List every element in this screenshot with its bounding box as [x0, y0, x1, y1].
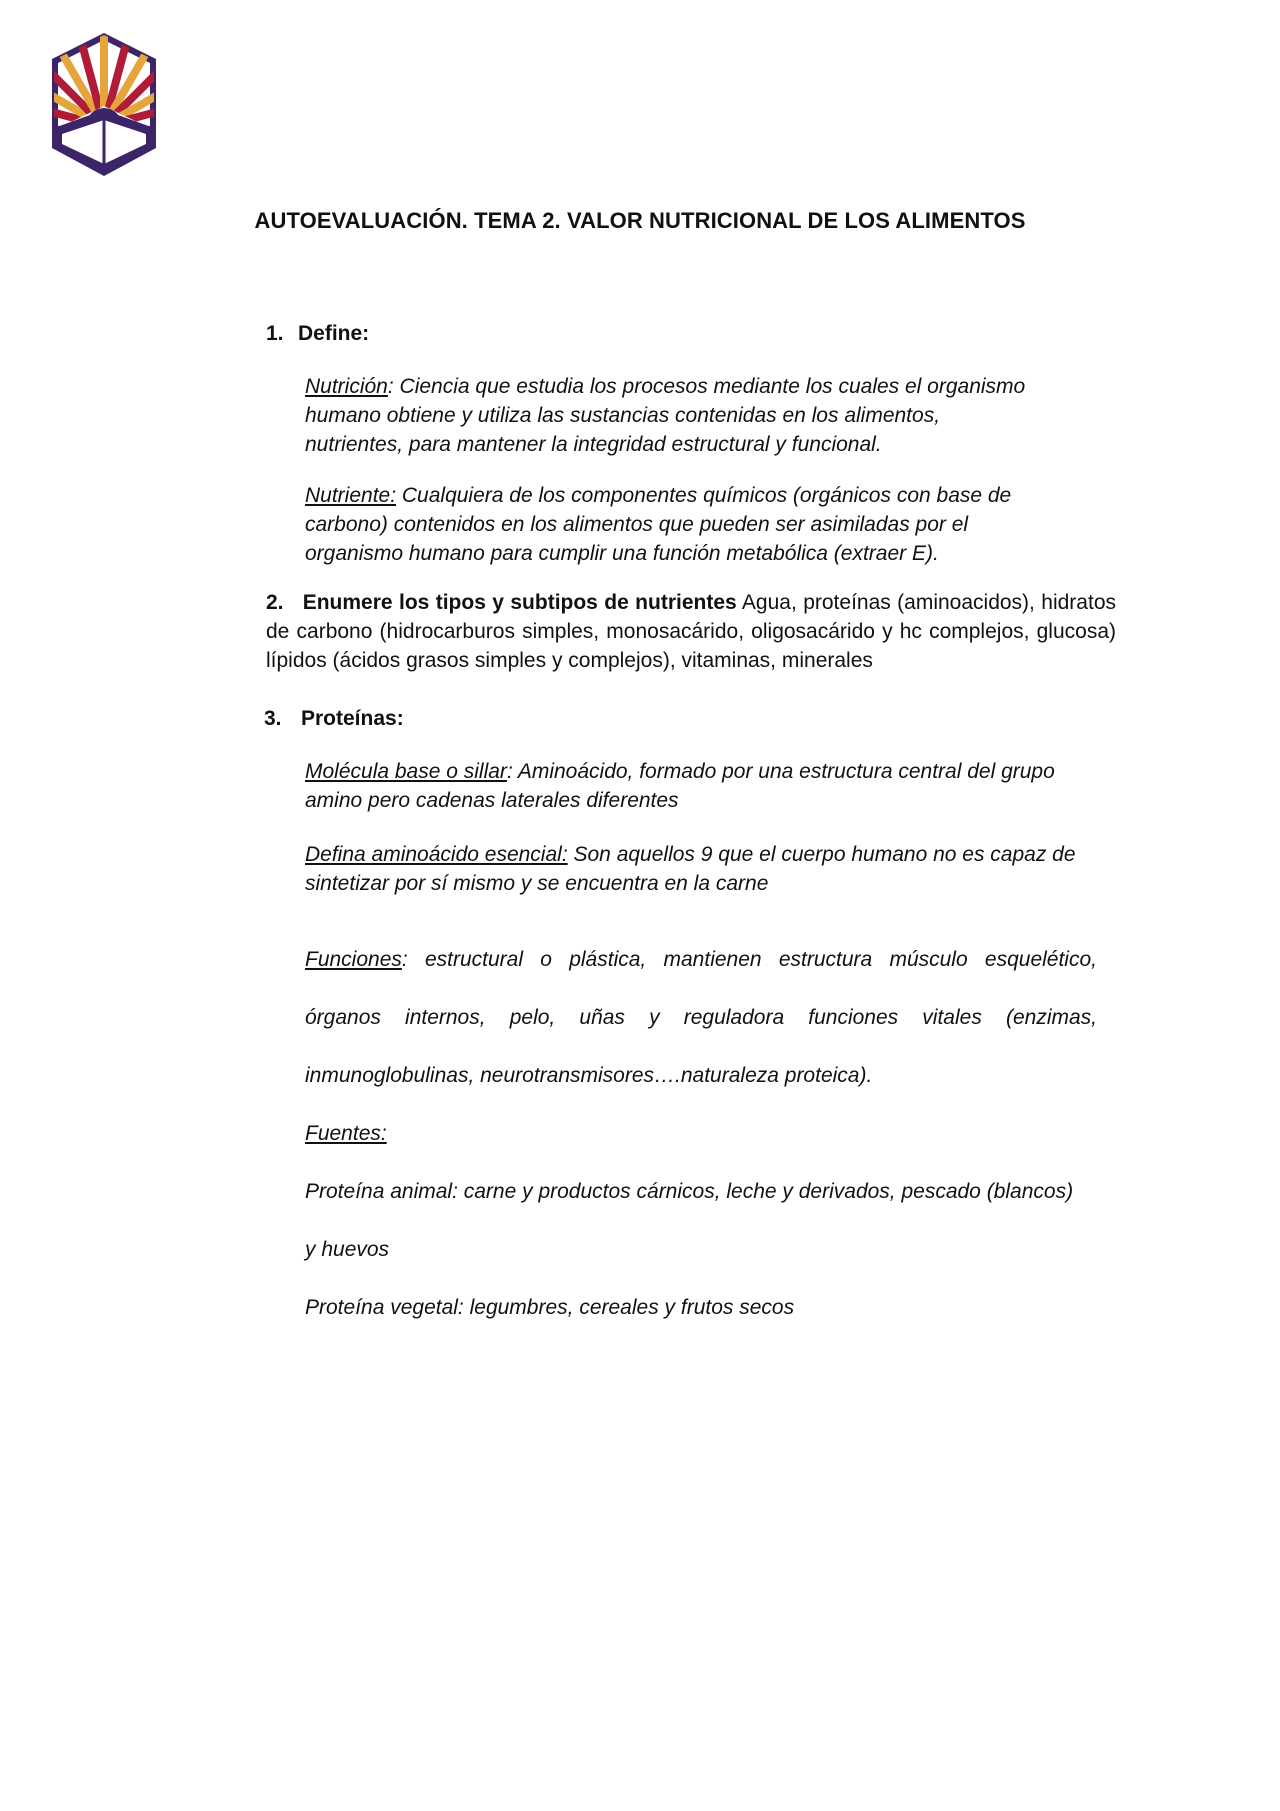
fuentes-vegetal: Proteína vegetal: legumbres, cereales y frutos secos — [305, 1296, 795, 1319]
question-2 — [266, 588, 1116, 675]
question-3-number: 3. — [264, 707, 282, 730]
term-nutricion: Nutrición — [305, 375, 388, 398]
term-molecula: Molécula base o sillar — [305, 760, 507, 783]
question-1-number: 1. — [266, 322, 284, 345]
question-1-label: Define: — [298, 322, 370, 345]
definition-molecula: Molécula base o sillar: Aminoácido, formado por una estructura central del grupo amino pero cadenas laterales diferentes — [305, 760, 1055, 812]
question-1-heading — [266, 322, 369, 346]
definition-nutriente: Nutriente: Cualquiera de los componentes químicos (orgánicos con base de carbono) contenidos en los alimentos que pueden ser asimiladas por el organismo humano para cumplir una función metabólica (extraer E). — [305, 484, 1012, 565]
funciones-line-2: órganos internos, pelo, uñas y reguladora funciones vitales (enzimas, — [305, 1006, 1097, 1029]
fuentes-animal-line-1: Proteína animal: carne y productos cárnicos, leche y derivados, pescado (blancos) — [305, 1180, 1074, 1203]
question-2-number: 2. — [266, 591, 284, 614]
definition-nutricion: Nutrición: Ciencia que estudia los procesos mediante los cuales el organismo humano obtiene y utiliza las sustancias contenidas en los alimentos, nutrientes, para mantener la integridad estructural y funcional. — [305, 375, 1026, 456]
funciones-line-3: inmunoglobulinas, neurotransmisores….naturaleza proteica). — [305, 1064, 873, 1087]
fuentes-animal-line-2: y huevos — [305, 1238, 390, 1261]
fuentes-heading — [305, 1122, 1097, 1146]
term-fuentes: Fuentes: — [305, 1122, 387, 1145]
university-crest-icon — [46, 30, 162, 180]
term-aminoacido-esencial: Defina aminoácido esencial: — [305, 843, 568, 866]
term-nutriente: Nutriente: — [305, 484, 397, 507]
question-2-answer: Agua, proteínas (aminoacidos), hidratos de carbono (hidrocarburos simples, monosacárido, oligosacárido y hc complejos, glucosa) lípidos (ácidos grasos simples y complejos), vitaminas, minerales — [266, 591, 1116, 672]
question-2-label: Enumere los tipos y subtipos de nutrientes — [302, 591, 737, 614]
term-funciones: Funciones — [305, 948, 402, 971]
question-3-heading — [264, 707, 404, 731]
question-3-label: Proteínas: — [301, 707, 404, 730]
definition-aminoacido-esencial: Defina aminoácido esencial: Son aquellos 9 que el cuerpo humano no es capaz de sintetizar por sí mismo y se encuentra en la carne — [305, 843, 1076, 895]
page-title: AUTOEVALUACIÓN. TEMA 2. VALOR NUTRICIONAL DE LOS ALIMENTOS — [254, 208, 1026, 233]
funciones-line-1: Funciones: estructural o plástica, mantienen estructura músculo esquelético, — [305, 948, 1097, 971]
